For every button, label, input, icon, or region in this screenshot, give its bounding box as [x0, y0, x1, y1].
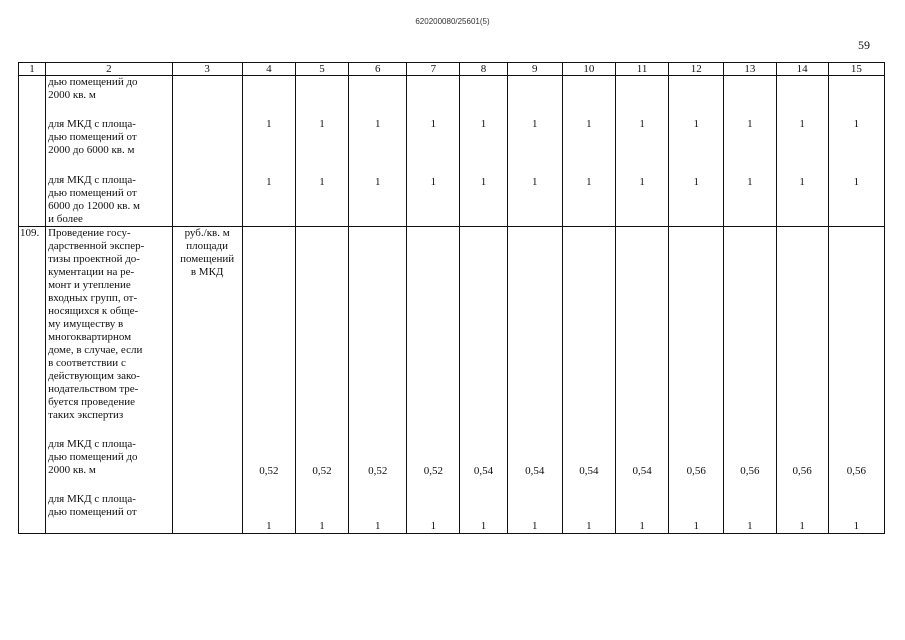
- value: 1: [693, 520, 699, 532]
- description-line: нодательством тре-: [48, 383, 139, 395]
- column-header: 11: [615, 63, 668, 76]
- spacer: [511, 76, 559, 118]
- spacer: [619, 131, 665, 176]
- column-header: 13: [724, 63, 776, 76]
- column-header: 7: [407, 63, 460, 76]
- value: 1: [639, 118, 645, 130]
- description-line: дью помещений от: [48, 187, 137, 199]
- value-cell: [615, 76, 668, 227]
- value-cell: [349, 227, 407, 534]
- value: 1: [853, 118, 860, 130]
- value: 1: [430, 118, 437, 130]
- value-cell: [776, 76, 828, 227]
- description-line: носящихся к обще-: [48, 305, 139, 317]
- row-number-cell: [19, 76, 46, 227]
- description-line: для МКД с площа-: [48, 493, 136, 505]
- value-cell: [724, 76, 776, 227]
- value: 1: [266, 520, 272, 532]
- spacer: [672, 131, 720, 176]
- value: 1: [531, 118, 538, 130]
- row-number-cell: 109.: [19, 227, 46, 534]
- spacer: [299, 76, 345, 118]
- description-line: 2000 кв. м: [48, 464, 96, 476]
- value-cell: [242, 76, 295, 227]
- description-line: таких экспертиз: [48, 409, 124, 421]
- spacer: [463, 478, 503, 520]
- description-line: му имуществу в: [48, 318, 124, 330]
- value-cell: [669, 227, 724, 534]
- value: 1: [639, 520, 645, 532]
- spacer: [352, 76, 403, 118]
- value: 1: [531, 176, 538, 188]
- spacer: [463, 76, 503, 118]
- spacer: [727, 227, 772, 465]
- value: 1: [747, 118, 753, 130]
- spacer: [727, 76, 772, 118]
- spacer: [780, 76, 825, 118]
- unit-line: в МКД: [190, 266, 224, 278]
- column-header: 9: [507, 63, 562, 76]
- value-cell: [407, 227, 460, 534]
- value-cell: [295, 76, 348, 227]
- value: 0,56: [686, 465, 706, 477]
- value: 0,54: [473, 465, 494, 477]
- spacer: [246, 478, 292, 520]
- spacer: [246, 131, 292, 176]
- spacer: [566, 478, 612, 520]
- spacer: [48, 102, 168, 118]
- spacer: [832, 478, 881, 520]
- value-cell: [562, 76, 615, 227]
- description-line: 2000 до 6000 кв. м: [48, 144, 135, 156]
- spacer: [352, 478, 403, 520]
- spacer: [566, 76, 612, 118]
- spacer: [566, 131, 612, 176]
- value: 0,56: [740, 465, 760, 477]
- description-line: тизы проектной до-: [48, 253, 140, 265]
- spacer: [619, 478, 665, 520]
- value-cell: [724, 227, 776, 534]
- value: 1: [319, 520, 325, 532]
- value: 1: [853, 176, 860, 188]
- column-header: 15: [828, 63, 884, 76]
- value: 1: [799, 176, 805, 188]
- header-row: [19, 63, 885, 76]
- column-header: 2: [46, 63, 172, 76]
- description-line: многоквартирном: [48, 331, 132, 343]
- value: 1: [586, 118, 592, 130]
- spacer: [780, 478, 825, 520]
- value: 0,56: [846, 465, 866, 477]
- value: 1: [480, 176, 487, 188]
- spacer: [832, 227, 881, 465]
- description-line: действующим зако-: [48, 370, 140, 382]
- spacer: [672, 478, 720, 520]
- column-header: 3: [172, 63, 242, 76]
- value: 0,52: [312, 465, 332, 477]
- spacer: [619, 76, 665, 118]
- description-line: и более: [48, 213, 83, 225]
- value: 1: [639, 176, 645, 188]
- value: 1: [480, 520, 487, 532]
- description-cell: [46, 227, 172, 534]
- description-line: монт и утепление: [48, 279, 131, 291]
- column-header: 10: [562, 63, 615, 76]
- spacer: [832, 76, 881, 118]
- spacer: [299, 227, 345, 465]
- value-cell: [460, 227, 507, 534]
- spacer: [511, 227, 559, 465]
- value: 1: [747, 520, 753, 532]
- value: 1: [799, 520, 805, 532]
- value-cell: [507, 76, 562, 227]
- spacer: [672, 227, 720, 465]
- value: 0,54: [632, 465, 652, 477]
- description-line: для МКД с площа-: [48, 118, 136, 130]
- value: 1: [266, 176, 272, 188]
- value: 1: [747, 176, 753, 188]
- spacer: [727, 478, 772, 520]
- value: 0,56: [792, 465, 812, 477]
- value: 0,54: [579, 465, 599, 477]
- value: 1: [531, 520, 538, 532]
- spacer: [352, 131, 403, 176]
- description-line: дью помещений от: [48, 506, 137, 518]
- spacer: [463, 227, 503, 465]
- page-number: 59: [858, 38, 870, 52]
- table-row: [19, 227, 885, 534]
- value: 1: [319, 176, 325, 188]
- column-header: 14: [776, 63, 828, 76]
- value-cell: [507, 227, 562, 534]
- spacer: [672, 76, 720, 118]
- description-line: доме, в случае, если: [48, 344, 143, 356]
- column-header: 12: [669, 63, 724, 76]
- value: 0,52: [423, 465, 443, 477]
- spacer: [511, 131, 559, 176]
- description-line: в соответствии с: [48, 357, 126, 369]
- value: 1: [266, 118, 272, 130]
- column-header: 5: [295, 63, 348, 76]
- spacer: [727, 131, 772, 176]
- value: 1: [430, 520, 437, 532]
- value: 1: [586, 520, 592, 532]
- description-line: входных групп, от-: [48, 292, 138, 304]
- description-line: дарственной экспер-: [48, 240, 145, 252]
- spacer: [352, 227, 403, 465]
- spacer: [48, 157, 168, 174]
- document-code: 620200080/25601(5): [415, 17, 490, 26]
- spacer: [299, 478, 345, 520]
- value: 1: [693, 118, 699, 130]
- value: 1: [853, 520, 860, 532]
- table-row: [19, 76, 885, 227]
- unit-cell: [172, 227, 242, 534]
- description-line: для МКД с площа-: [48, 174, 136, 186]
- value-cell: [669, 76, 724, 227]
- spacer: [566, 227, 612, 465]
- description-line: дью помещений до: [48, 76, 138, 88]
- value: 1: [799, 118, 805, 130]
- unit-line: руб./кв. м: [184, 227, 230, 239]
- description-line: для МКД с площа-: [48, 438, 136, 450]
- value-cell: [615, 227, 668, 534]
- column-header: 4: [242, 63, 295, 76]
- value-cell: [460, 76, 507, 227]
- description-line: Проведение госу-: [48, 227, 131, 239]
- spacer: [780, 131, 825, 176]
- value: 1: [374, 176, 381, 188]
- table-body: [19, 63, 885, 534]
- value-cell: [407, 76, 460, 227]
- spacer: [463, 131, 503, 176]
- value: 1: [693, 176, 699, 188]
- spacer: [299, 131, 345, 176]
- value-cell: [828, 227, 884, 534]
- tariff-table: [18, 62, 885, 534]
- value: 1: [319, 118, 325, 130]
- spacer: [48, 477, 168, 493]
- spacer: [410, 76, 456, 118]
- spacer: [246, 227, 292, 465]
- value-cell: [242, 227, 295, 534]
- value: 1: [480, 118, 487, 130]
- spacer: [410, 227, 456, 465]
- description-line: дью помещений до: [48, 451, 138, 463]
- value: 1: [374, 520, 381, 532]
- unit-line: помещений: [180, 253, 235, 265]
- description-line: кументации на ре-: [48, 266, 135, 278]
- description-line: дью помещений от: [48, 131, 137, 143]
- description-line: 6000 до 12000 кв. м: [48, 200, 140, 212]
- description-line: буется проведение: [48, 396, 136, 408]
- value: 0,52: [368, 465, 388, 477]
- spacer: [780, 227, 825, 465]
- value: 0,52: [259, 465, 279, 477]
- value-cell: [562, 227, 615, 534]
- spacer: [511, 478, 559, 520]
- unit-line: площади: [186, 240, 228, 252]
- description-cell: [46, 76, 172, 227]
- value-cell: [828, 76, 884, 227]
- column-header: 1: [19, 63, 46, 76]
- column-header: 6: [349, 63, 407, 76]
- value-cell: [349, 76, 407, 227]
- spacer: [246, 76, 292, 118]
- description-line: 2000 кв. м: [48, 89, 96, 101]
- value: 1: [586, 176, 592, 188]
- value: 1: [374, 118, 381, 130]
- value-cell: [776, 227, 828, 534]
- unit-cell: [172, 76, 242, 227]
- value: 1: [430, 176, 437, 188]
- spacer: [832, 131, 881, 176]
- value-cell: [295, 227, 348, 534]
- spacer: [48, 422, 168, 438]
- spacer: [619, 227, 665, 465]
- spacer: [410, 478, 456, 520]
- spacer: [410, 131, 456, 176]
- column-header: 8: [460, 63, 507, 76]
- value: 0,54: [525, 465, 545, 477]
